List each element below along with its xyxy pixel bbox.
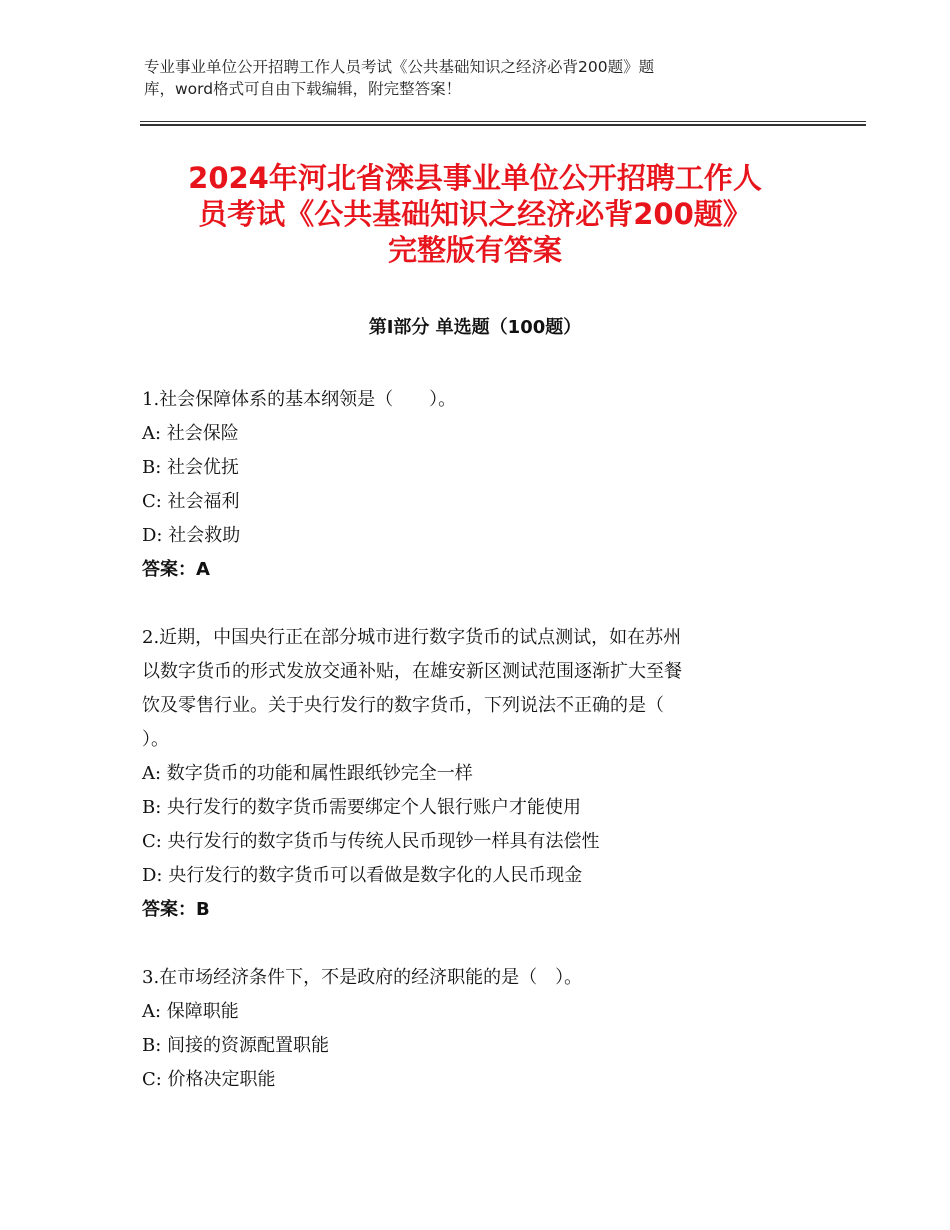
option-a: A: 保障职能 (142, 1001, 239, 1022)
header-rule-thin (140, 121, 866, 122)
question-2 (142, 621, 812, 927)
title-line-2: 员考试《公共基础知识之经济必背200题》 (198, 197, 752, 231)
option-a: A: 数字货币的功能和属性跟纸钞完全一样 (142, 763, 473, 784)
option-c: C: 价格决定职能 (142, 1069, 276, 1090)
option-c: C: 社会福利 (142, 491, 240, 512)
title-line-1: 2024年河北省滦县事业单位公开招聘工作人 (188, 161, 762, 195)
section-title: 第Ⅰ部分 单选题（100题） (368, 317, 582, 338)
option-c: C: 央行发行的数字货币与传统人民币现钞一样具有法偿性 (142, 831, 600, 852)
question-stem-line-2: 以数字货币的形式发放交通补贴，在雄安新区测试范围逐渐扩大至餐 (142, 661, 682, 682)
title-line-3: 完整版有答案 (387, 233, 562, 267)
option-d: D: 社会救助 (142, 525, 241, 546)
question-stem-line-4: ）。 (142, 729, 169, 750)
question-stem: 3.在市场经济条件下，不是政府的经济职能的是（ ）。 (142, 967, 583, 988)
header-note-line-1: 专业事业单位公开招聘工作人员考试《公共基础知识之经济必背200题》题 (144, 58, 655, 76)
question-list (142, 383, 812, 1131)
header-note (144, 56, 784, 100)
question-stem-line-1: 2.近期，中国央行正在部分城市进行数字货币的试点测试，如在苏州 (142, 627, 682, 648)
option-b: B: 社会优抚 (142, 457, 240, 478)
question-3 (142, 961, 812, 1097)
document-title (120, 160, 830, 268)
answer: 答案：B (142, 899, 210, 920)
option-b: B: 央行发行的数字货币需要绑定个人银行账户才能使用 (142, 797, 582, 818)
option-a: A: 社会保险 (142, 423, 239, 444)
header-note-line-2: 库，word格式可自由下载编辑，附完整答案！ (144, 80, 462, 98)
option-b: B: 间接的资源配置职能 (142, 1035, 330, 1056)
answer: 答案：A (142, 559, 210, 580)
question-stem-line-3: 饮及零售行业。关于央行发行的数字货币，下列说法不正确的是（ (142, 695, 664, 716)
option-d: D: 央行发行的数字货币可以看做是数字化的人民币现金 (142, 865, 583, 886)
question-stem: 1.社会保障体系的基本纲领是（ ）。 (142, 389, 457, 410)
question-1 (142, 383, 812, 587)
header-rule-thick (140, 124, 866, 126)
